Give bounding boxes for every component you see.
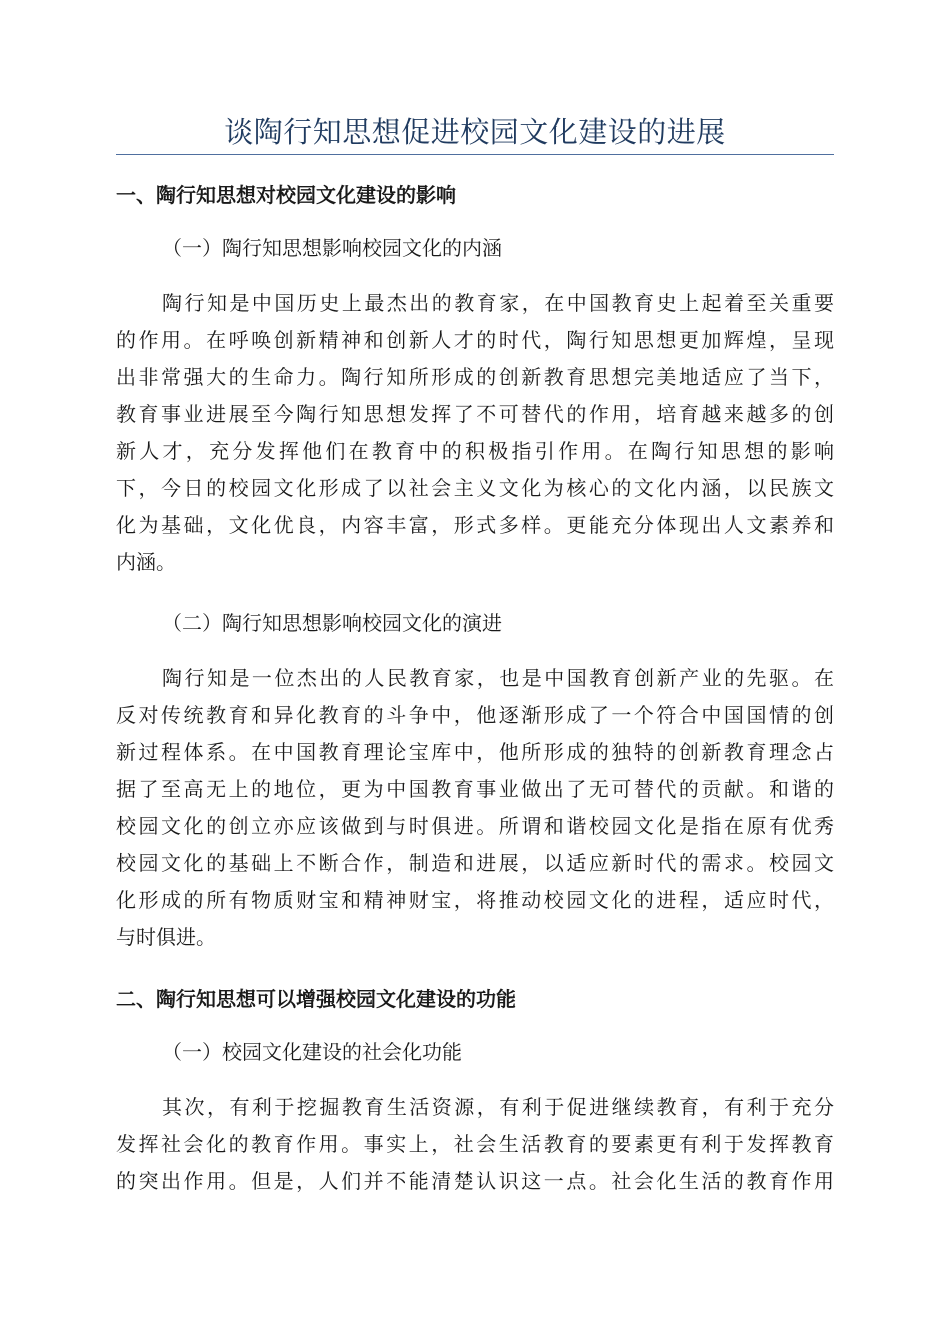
paragraph-line: 陶行知是中国历史上最杰出的教育家，在中国教育史上起着至关重要	[162, 291, 834, 315]
paragraph-1-1	[116, 285, 834, 581]
paragraph-line: 新人才，充分发挥他们在教育中的积极指引作用。在陶行知思想的影响	[116, 439, 834, 463]
paragraph-line: 教育事业进展至今陶行知思想发挥了不可替代的作用，培育越来越多的创	[116, 402, 834, 426]
paragraph-line: 校园文化的创立亦应该做到与时俱进。所谓和谐校园文化是指在原有优秀	[116, 814, 834, 838]
title-underline	[116, 154, 834, 155]
paragraph-2-1	[116, 1089, 834, 1200]
document-title: 谈陶行知思想促进校园文化建设的进展	[224, 115, 726, 149]
paragraph-line: 陶行知是一位杰出的人民教育家，也是中国教育创新产业的先驱。在	[162, 666, 834, 690]
document-page	[116, 0, 834, 1344]
subsection-heading-2-1: （一）校园文化建设的社会化功能	[162, 1040, 462, 1064]
subsection-heading-1-1: （一）陶行知思想影响校园文化的内涵	[162, 236, 502, 260]
paragraph-line: 反对传统教育和异化教育的斗争中，他逐渐形成了一个符合中国国情的创	[116, 703, 834, 727]
paragraph-line: 校园文化的基础上不断合作，制造和进展，以适应新时代的需求。校园文	[116, 851, 834, 875]
paragraph-line: 内涵。	[116, 550, 176, 574]
paragraph-line: 新过程体系。在中国教育理论宝库中，他所形成的独特的创新教育理念占	[116, 740, 834, 764]
paragraph-line: 化为基础，文化优良，内容丰富，形式多样。更能充分体现出人文素养和	[116, 513, 834, 537]
section-heading-1: 一、陶行知思想对校园文化建设的影响	[116, 183, 456, 207]
paragraph-line: 发挥社会化的教育作用。事实上，社会生活教育的要素更有利于发挥教育	[116, 1132, 834, 1156]
paragraph-line: 化形成的所有物质财宝和精神财宝，将推动校园文化的进程，适应时代，	[116, 888, 834, 912]
subsection-heading-1-2: （二）陶行知思想影响校园文化的演进	[162, 611, 502, 635]
paragraph-line: 其次，有利于挖掘教育生活资源，有利于促进继续教育，有利于充分	[162, 1095, 834, 1119]
paragraph-line: 的突出作用。但是，人们并不能清楚认识这一点。社会化生活的教育作用	[116, 1169, 834, 1193]
paragraph-1-2	[116, 660, 834, 956]
paragraph-line: 的作用。在呼唤创新精神和创新人才的时代，陶行知思想更加辉煌，呈现	[116, 328, 834, 352]
section-heading-2: 二、陶行知思想可以增强校园文化建设的功能	[116, 987, 516, 1011]
paragraph-line: 据了至高无上的地位，更为中国教育事业做出了无可替代的贡献。和谐的	[116, 777, 834, 801]
paragraph-line: 出非常强大的生命力。陶行知所形成的创新教育思想完美地适应了当下，	[116, 365, 834, 389]
paragraph-line: 下，今日的校园文化形成了以社会主义文化为核心的文化内涵，以民族文	[116, 476, 834, 500]
paragraph-line: 与时俱进。	[116, 925, 216, 949]
